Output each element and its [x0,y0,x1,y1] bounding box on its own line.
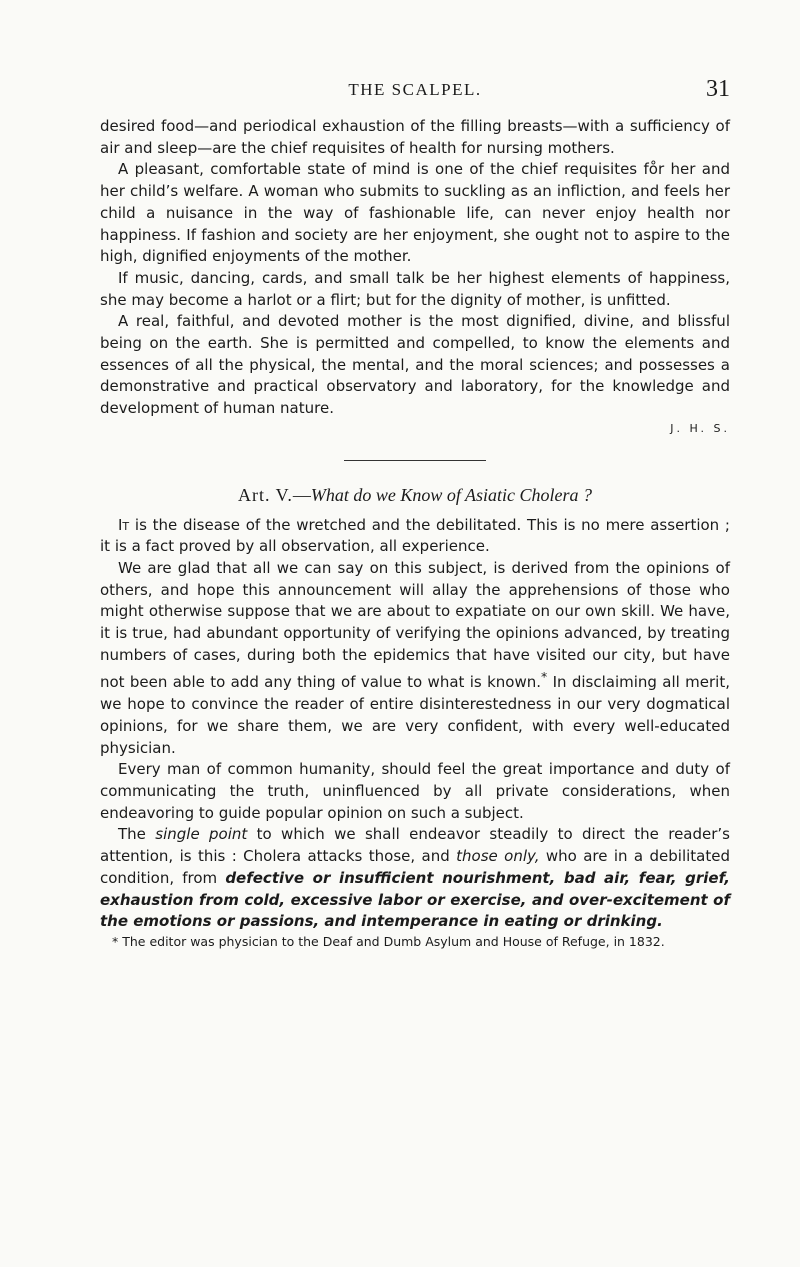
article-paragraph-2 [100,558,730,759]
section-divider [344,460,486,461]
paragraph-real-mother: A real, faithful, and devoted mother is the most dignified, divine, and blissful being on the earth. She is permitted and compelled, to know the elements and essences of all the physical, the mental, and the moral sciences; and possesses a demonstrative and practical observatory and laboratory, for the knowledge and development of human nature. [100,312,730,418]
article-paragraph-2-text-b: In disclaiming all merit, we hope to convince the reader of entire disinterestedness in our very dogmatical opinions, for we share them, we are very confident, with every well-educated physician. [100,673,730,757]
p4-text-b: to which we shall endeavor steadily to direct the reader’s attention, is this : Cholera attacks those, and [100,825,730,866]
page-body [100,116,730,950]
article-paragraph-1-text: is the disease of the wretched and the debilitated. This is no mere assertion ; it is a fact proved by all observation, all experience. [100,515,730,556]
emphasis-causes: defective or insufficient nourishment, bad air, fear, grief, exhaustion from cold, excessive labor or exercise, and over-excitement of the emotions or passions, and intemperance in eating or drinking. [100,868,730,931]
article-paragraph-3: Every man of common humanity, should feel the great importance and duty of communicating the truth, uninfluenced by all private considerations, when endeavoring to guide popular opinion on such a subject. [100,760,730,822]
footnote: * The editor was physician to the Deaf and Dumb Asylum and House of Refuge, in 1832. [112,933,665,949]
paragraph-continued: desired food—and periodical exhaustion of the filling breasts—with a sufficiency of air and sleep—are the chief requisites of health for nursing mothers. [100,117,730,157]
article-paragraph-1 [100,515,730,558]
paragraph-state-of-mind: A pleasant, comfortable state of mind is one of the chief requisites fo̊r her and her child’s welfare. A woman who submits to suckling as an infliction, and feels her child a nuisance in the way of fashionable life, can never enjoy health nor happiness. If fashion and society are her enjoyment, she ought not to aspire to the high, dignified enjoyments of the mother. [100,160,730,266]
paragraph-music-dancing: If music, dancing, cards, and small talk be her highest elements of happiness, she may become a harlot or a flirt; but for the dignity of mother, is unfitted. [100,268,730,309]
p4-text-c: who are in a debilitated condition, from [100,847,730,887]
emphasis-single-point: single point [155,825,248,844]
article-title: What do we Know of Asiatic Cholera ? [310,484,593,505]
footnote-marker: * [541,669,548,685]
running-title: THE SCALPEL. [348,80,482,99]
page-number: 31 [706,76,730,102]
article-heading: Art. V.—What do we Know of Asiatic Cholera ? [237,484,593,505]
running-head [100,76,730,104]
lead-word: It [118,515,130,534]
article-paragraph-2-text-a: We are glad that all we can say on this subject, is derived from the opinions of others, and hope this announcement will allay the apprehensions of those who might otherwise suppose that we are about to expatiate on our own skill. We have, it is true, had abundant opportunity of verifying the opinions advanced, by treating numbers of cases, during both the epidemics that have visited our city, but have not been able to add any thing of value to what is known. [100,558,730,692]
p4-text-a: The [118,825,156,844]
article-paragraph-4 [100,824,730,933]
author-signature: J. H. S. [670,421,730,435]
emphasis-those-only: those only, [456,847,540,866]
article-label: Art. V. [237,484,293,505]
